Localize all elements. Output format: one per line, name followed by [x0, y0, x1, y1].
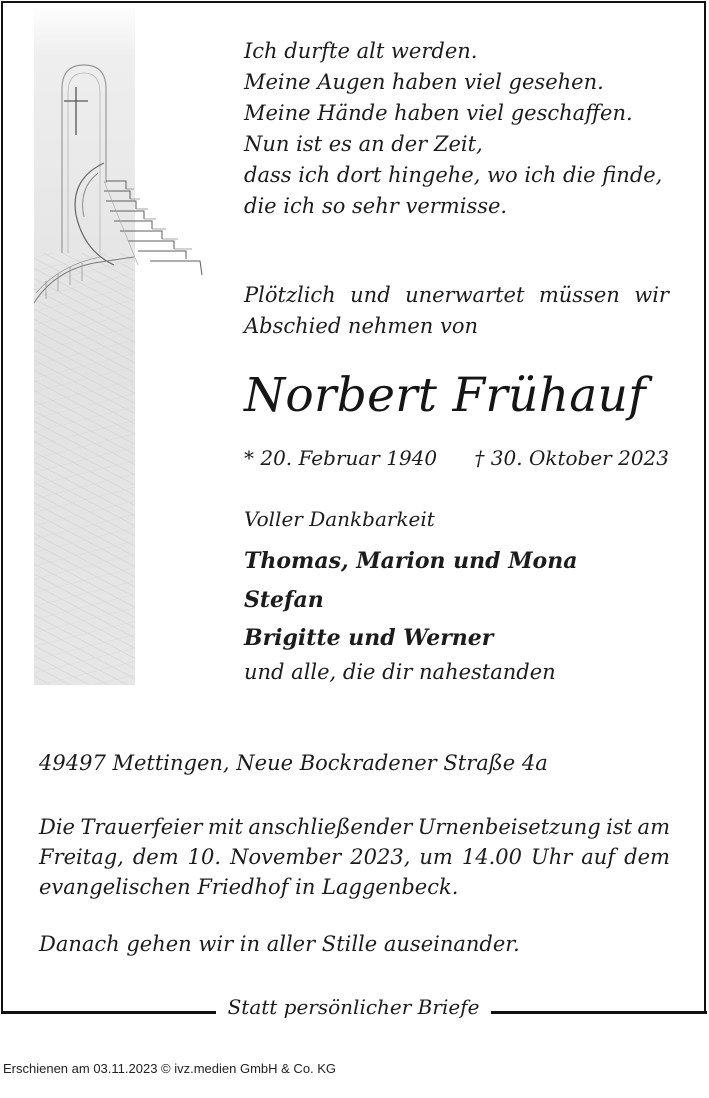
- funeral-word: am: [637, 815, 670, 839]
- farewell-note: Danach gehen wir in aller Stille auseinander.: [39, 932, 520, 956]
- funeral-word: 2023,: [350, 845, 411, 869]
- stairway-to-heaven-illustration: [34, 3, 204, 685]
- mourner-family: Stefan: [244, 586, 324, 613]
- poem-line: die ich so sehr vermisse.: [244, 194, 508, 218]
- funeral-word: November: [230, 845, 342, 869]
- deceased-name: Norbert Frühauf: [244, 368, 646, 423]
- birth-date: * 20. Februar 1940: [244, 446, 438, 470]
- intro-line-2: Abschied nehmen von: [244, 314, 478, 338]
- intro-word: und: [350, 283, 391, 307]
- closing-note: Statt persönlicher Briefe: [227, 995, 480, 1019]
- funeral-word: ist: [606, 815, 633, 839]
- funeral-word: 10.: [187, 845, 222, 869]
- publication-footer: Erschienen am 03.11.2023 © ivz.medien GmbH & Co. KG: [3, 1061, 337, 1076]
- poem: [244, 36, 662, 222]
- funeral-word: mit: [207, 815, 243, 839]
- funeral-word: Urnenbeisetzung: [417, 815, 601, 839]
- funeral-word: dem: [624, 845, 670, 869]
- funeral-word: um: [419, 845, 453, 869]
- funeral-word: auf: [581, 845, 616, 869]
- announcement-intro: [244, 280, 669, 342]
- intro-word: unerwartet: [405, 283, 525, 307]
- poem-line: dass ich dort hingehe, wo ich die finde,: [244, 163, 663, 187]
- funeral-line-1: [39, 812, 670, 842]
- bottom-rule-left: [1, 1011, 216, 1014]
- poem-line: Nun ist es an der Zeit,: [244, 132, 483, 156]
- funeral-word: 14.00: [461, 845, 522, 869]
- mourner-family: Thomas, Marion und Mona: [244, 548, 578, 574]
- mourner-family: Brigitte und Werner: [244, 625, 494, 651]
- funeral-word: anschließender: [248, 815, 413, 839]
- poem-line: Meine Augen haben viel gesehen.: [244, 70, 604, 94]
- poem-line: Ich durfte alt werden.: [244, 39, 478, 63]
- intro-line-1: [244, 280, 669, 311]
- funeral-line-2: [39, 842, 670, 872]
- mourning-address: 49497 Mettingen, Neue Bockradener Straße 4a: [39, 751, 548, 775]
- intro-word: wir: [634, 283, 669, 307]
- mourner-names: [244, 542, 577, 658]
- funeral-line-3: evangelischen Friedhof in Laggenbeck.: [39, 875, 459, 899]
- poem-line: Meine Hände haben viel geschaffen.: [244, 101, 633, 125]
- life-dates: [244, 446, 669, 470]
- funeral-word: Uhr: [531, 845, 573, 869]
- funeral-details: [39, 812, 670, 902]
- funeral-word: Die: [39, 815, 75, 839]
- mourners-others: und alle, die dir nahestanden: [244, 660, 556, 684]
- bottom-rule-right: [491, 1011, 707, 1014]
- death-date: † 30. Oktober 2023: [474, 446, 669, 470]
- intro-word: müssen: [538, 283, 620, 307]
- intro-word: Plötzlich: [244, 283, 336, 307]
- funeral-word: dem: [132, 845, 179, 869]
- mourners-intro: Voller Dankbarkeit: [244, 507, 435, 531]
- funeral-word: Freitag,: [39, 845, 124, 869]
- funeral-word: Trauerfeier: [80, 815, 203, 839]
